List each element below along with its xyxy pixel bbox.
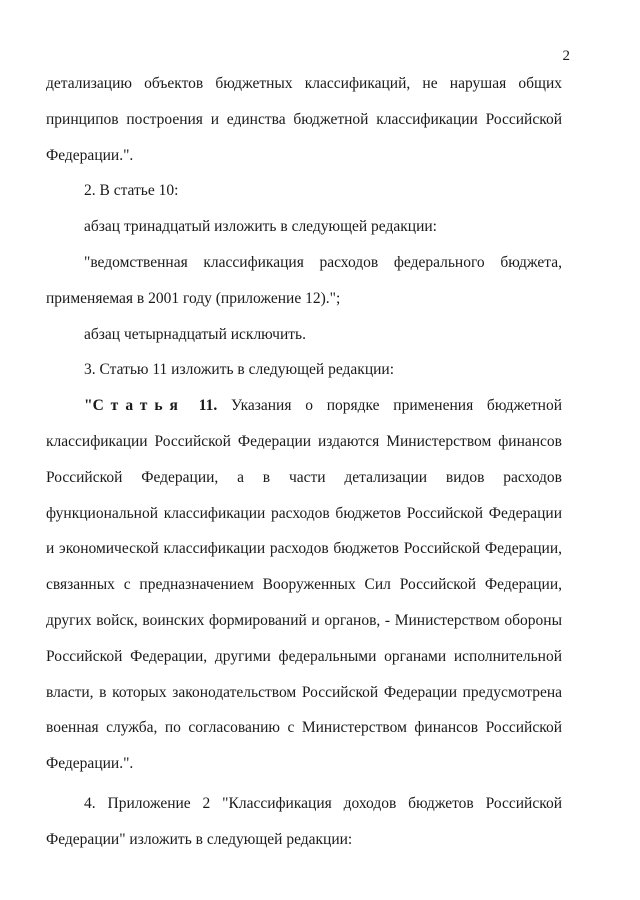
paragraph-abzac-14: абзац четырнадцатый исключить. — [84, 325, 306, 343]
page-number: 2 — [562, 48, 570, 64]
paragraph-quote-classification: "ведомственная классификация расходов федерального бюджета, применяемая в 2001 году (приложение 12)."; — [46, 253, 562, 307]
paragraph-continuation: детализацию объектов бюджетных классификаций, не нарушая общих принципов построения и единства бюджетной классификации Российской Федерации.". — [46, 75, 562, 164]
article-open-quote: " — [84, 397, 93, 415]
paragraph-abzac-13: абзац тринадцатый изложить в следующей редакции: — [84, 218, 437, 236]
article-word: Статья — [92, 397, 185, 415]
document-body — [46, 66, 562, 858]
paragraph-item-3: 3. Статью 11 изложить в следующей редакции: — [84, 361, 395, 379]
paragraph-item-2: 2. В статье 10: — [84, 182, 179, 200]
paragraph-item-4: 4. Приложение 2 "Классификация доходов бюджетов Российской Федерации" изложить в следующей редакции: — [46, 794, 562, 848]
article-number: 11. — [198, 397, 218, 415]
article-text: Указания о порядке применения бюджетной классификации Российской Федерации издаются Министерством финансов Российской Федерации, а в части детализации видов расходов функциональной классификации расходов бюджетов Российской Федерации и экономической классификации расходов бюджетов Российской Федерации, связанных с предназначением Вооруженных Сил Российской Федерации, других войск, воинских формирований и органов, - Министерством обороны Российской Федерации, другими федеральными органами исполнительной власти, в которых законодательством Российской Федерации предусмотрена военная служба, по согласованию с Министерством финансов Российской Федерации.". — [46, 397, 562, 773]
paragraph-article-11 — [46, 388, 562, 782]
